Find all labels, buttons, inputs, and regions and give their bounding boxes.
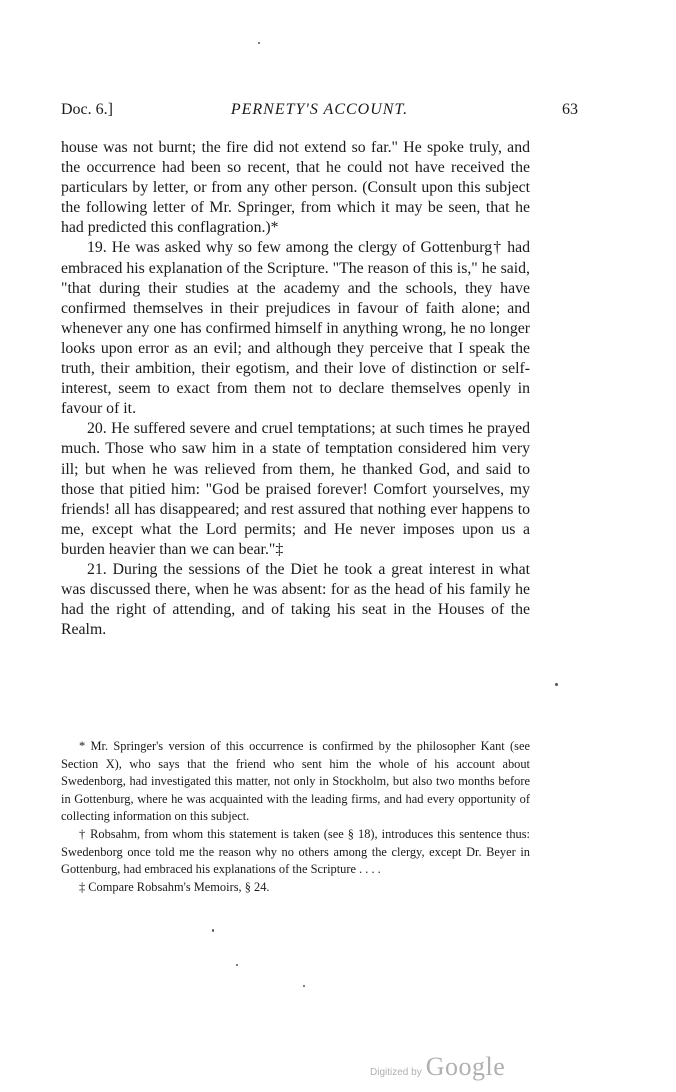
footnote-dagger: † Robsahm, from whom this statement is taken (see § 18), introduces this sentence thus: Swedenborg once told me the reason why no others among the clergy, except Dr. Beyer in Gottenburg, had embraced his explanations of the Scripture . . . . <box>61 826 530 877</box>
paragraph-21: 21. During the sessions of the Diet he took a great interest in what was discussed there, when he was absent: for as the head of his family he had the right of attending, and of taking his seat in the Houses of the Realm. <box>61 560 530 639</box>
running-title: PERNETY'S ACCOUNT. <box>230 101 409 118</box>
ink-speck <box>258 42 260 44</box>
paragraph-20: 20. He suffered severe and cruel temptations; at such times he prayed much. Those who saw him in a state of temptation considered him very ill; but when he was relieved from them, he thanked God, and said to those that pitied him: "God be praised forever! Comfort yourselves, my friends! all has disappeared; and rest assured that nothing ever happens to me, except what the Lord permits; and He never imposes upon us a burden heavier than we can bear."‡ <box>61 420 530 558</box>
footnotes <box>61 738 530 896</box>
ink-speck <box>303 985 305 987</box>
paragraph-19: 19. He was asked why so few among the clergy of Gottenburg† had embraced his explanation of the Scripture. "The reason of this is," he said, "that during their studies at the academy and the schools, they have confirmed themselves in their prejudices in favour of faith alone; and whenever any one has confirmed himself in anything wrong, he no longer looks upon error as an evil; and although they perceive that I speak the truth, their ambition, their egotism, and their love of distinction or self-interest, seem to exact from them not to declare themselves openly in favour of it. <box>61 239 530 418</box>
watermark-brand: Google <box>425 1052 506 1081</box>
ink-speck <box>212 929 214 932</box>
watermark-prefix: Digitized by <box>370 1067 422 1078</box>
page-number: 63 <box>562 101 578 118</box>
footnote-asterisk: * Mr. Springer's version of this occurrence is confirmed by the philosopher Kant (see Section X), who says that the friend who sent him the whole of his account about Swedenborg, had investigated this matter, not only in Stockholm, but also two months before in Gottenburg, where he was acquainted with the leading firms, and had every opportunity of collecting information on this subject. <box>61 739 530 824</box>
running-header <box>61 101 578 125</box>
ink-speck <box>236 964 238 966</box>
document-label: Doc. 6.] <box>61 101 113 118</box>
main-text <box>61 138 530 640</box>
footnote-double-dagger: ‡ Compare Robsahm's Memoirs, § 24. <box>79 879 270 894</box>
paragraph-continuation: house was not burnt; the fire did not extend so far." He spoke truly, and the occurrence had been so recent, that he could not have received the particulars by letter, or from any other person. (Consult upon this subject the following letter of Mr. Springer, from which it may be seen, that he had predicted this conflagration.)* <box>61 139 530 237</box>
ink-speck <box>555 683 558 686</box>
digitization-watermark <box>370 1052 505 1082</box>
